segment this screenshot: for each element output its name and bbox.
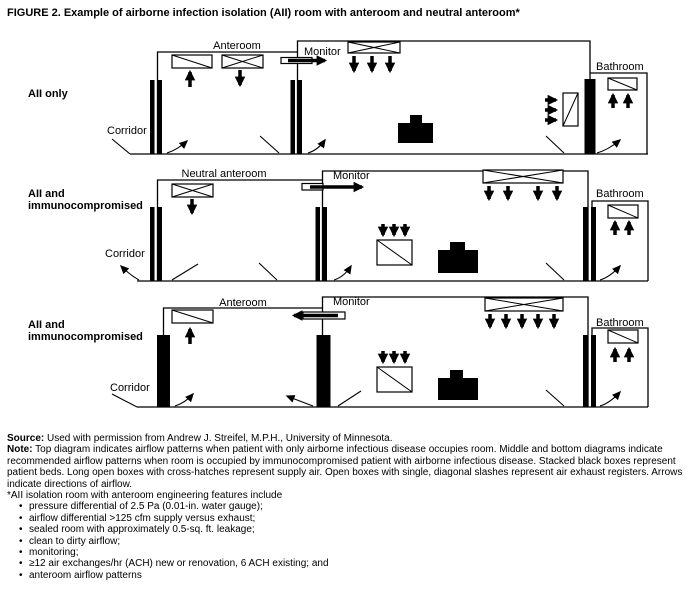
patient-bed bbox=[450, 242, 465, 250]
bathroom-label: Bathroom bbox=[596, 317, 644, 329]
bathroom-door-slab bbox=[585, 79, 596, 154]
corridor-door-slab bbox=[150, 207, 155, 281]
room-door-slab bbox=[323, 207, 328, 281]
bathroom-label: Bathroom bbox=[596, 61, 644, 73]
list-item: • sealed room with approximately 0.5-sq. ft. leakage; bbox=[7, 524, 686, 535]
source-line bbox=[7, 433, 686, 444]
diagram-1-label: AII only bbox=[28, 88, 68, 100]
corridor-label: Corridor bbox=[105, 248, 145, 260]
door-swing-line bbox=[546, 136, 564, 153]
figure-title: FIGURE 2. Example of airborne infection isolation (AII) room with anteroom and neutral anteroom* bbox=[7, 7, 520, 19]
patient-bed bbox=[410, 115, 422, 123]
patient-bed bbox=[450, 370, 463, 378]
room-door-slab bbox=[316, 207, 321, 281]
bathroom-door-slab bbox=[583, 207, 588, 281]
corridor-airflow-arrow-out bbox=[121, 266, 139, 280]
patient-room-walls bbox=[298, 41, 591, 154]
corridor-door-slab bbox=[158, 80, 163, 154]
doorway-airflow-arrow bbox=[308, 140, 325, 153]
doorway-airflow-arrow bbox=[334, 266, 351, 280]
doorway-airflow-arrow bbox=[287, 396, 313, 406]
corridor-label: Corridor bbox=[110, 382, 150, 394]
corridor-label: Corridor bbox=[107, 125, 147, 137]
room-door-slab bbox=[298, 80, 303, 154]
bathroom-door-slab bbox=[591, 207, 596, 281]
anteroom-label: Anteroom bbox=[213, 40, 261, 52]
list-item: • anteroom airflow patterns bbox=[7, 570, 686, 581]
anteroom-label: Neutral anteroom bbox=[181, 168, 267, 180]
doorway-airflow-arrow bbox=[600, 392, 620, 406]
patient-bed bbox=[438, 378, 478, 400]
patient-bed bbox=[398, 123, 433, 143]
source-label: Source: bbox=[7, 433, 45, 444]
corridor-leader-line bbox=[112, 139, 130, 154]
door-swing-line bbox=[546, 390, 564, 406]
note-text: Top diagram indicates airflow patterns when patient with only airborne infectious disease occupies room. Middle and bottom diagrams indicate recommended airflow patterns when room is occupied by immunocompromised patient with airborne infectious disease. Stacked black boxes represent patient beds. Long open boxes with cross-hatches represent supply air. Open boxes with single, diagonal slashes represent air exhaust registers. Arrows indicate directions of airflow. bbox=[7, 444, 683, 490]
note-line bbox=[7, 444, 686, 490]
bathroom-label: Bathroom bbox=[596, 188, 644, 200]
diagram-aii-immuno-neutral bbox=[0, 166, 692, 292]
corridor-door-slab bbox=[158, 207, 163, 281]
caption-block bbox=[7, 433, 686, 581]
diagram-2-label: AII and immunocompromised bbox=[28, 188, 143, 212]
engineering-features-list bbox=[7, 501, 686, 581]
anteroom-label: Anteroom bbox=[219, 297, 267, 309]
door-swing-line bbox=[546, 263, 564, 280]
corridor-door-slab bbox=[157, 335, 170, 407]
monitor-label: Monitor bbox=[333, 170, 370, 182]
list-item: • pressure differential of 2.5 Pa (0.01-in. water gauge); bbox=[7, 501, 686, 512]
doorway-airflow-arrow bbox=[175, 394, 193, 406]
patient-bed bbox=[438, 250, 478, 273]
diagram-aii-immuno-anteroom bbox=[0, 292, 692, 420]
room-door-slab bbox=[317, 335, 331, 407]
door-swing-line bbox=[338, 391, 361, 406]
footnote-intro: *AII isolation room with anteroom engineering features include bbox=[7, 490, 283, 502]
door-swing-line bbox=[172, 264, 198, 280]
room-door-slab bbox=[291, 80, 296, 154]
list-item: • airflow differential >125 cfm supply versus exhaust; bbox=[7, 513, 686, 524]
doorway-airflow-arrow bbox=[167, 141, 187, 153]
note-label: Note: bbox=[7, 444, 33, 456]
diagram-3-label: AII and immunocompromised bbox=[28, 319, 143, 343]
monitor-label: Monitor bbox=[333, 296, 370, 308]
list-item: • monitoring; bbox=[7, 547, 686, 558]
corridor-door-slab bbox=[150, 80, 155, 154]
doorway-airflow-arrow bbox=[597, 140, 620, 153]
bathroom-door-slab bbox=[591, 335, 596, 407]
list-item: • clean to dirty airflow; bbox=[7, 536, 686, 547]
door-swing-line bbox=[259, 263, 277, 280]
door-swing-line bbox=[260, 136, 279, 153]
corridor-leader-line bbox=[112, 394, 137, 407]
list-item: • ≥12 air exchanges/hr (ACH) new or renovation, 6 ACH existing; and bbox=[7, 558, 686, 569]
doorway-airflow-arrow bbox=[600, 266, 620, 280]
monitor-label: Monitor bbox=[304, 46, 341, 58]
source-text: Used with permission from Andrew J. Streifel, M.P.H., University of Minnesota. bbox=[44, 433, 393, 444]
diagram-aii-only bbox=[0, 36, 692, 166]
bathroom-door-slab bbox=[583, 335, 588, 407]
